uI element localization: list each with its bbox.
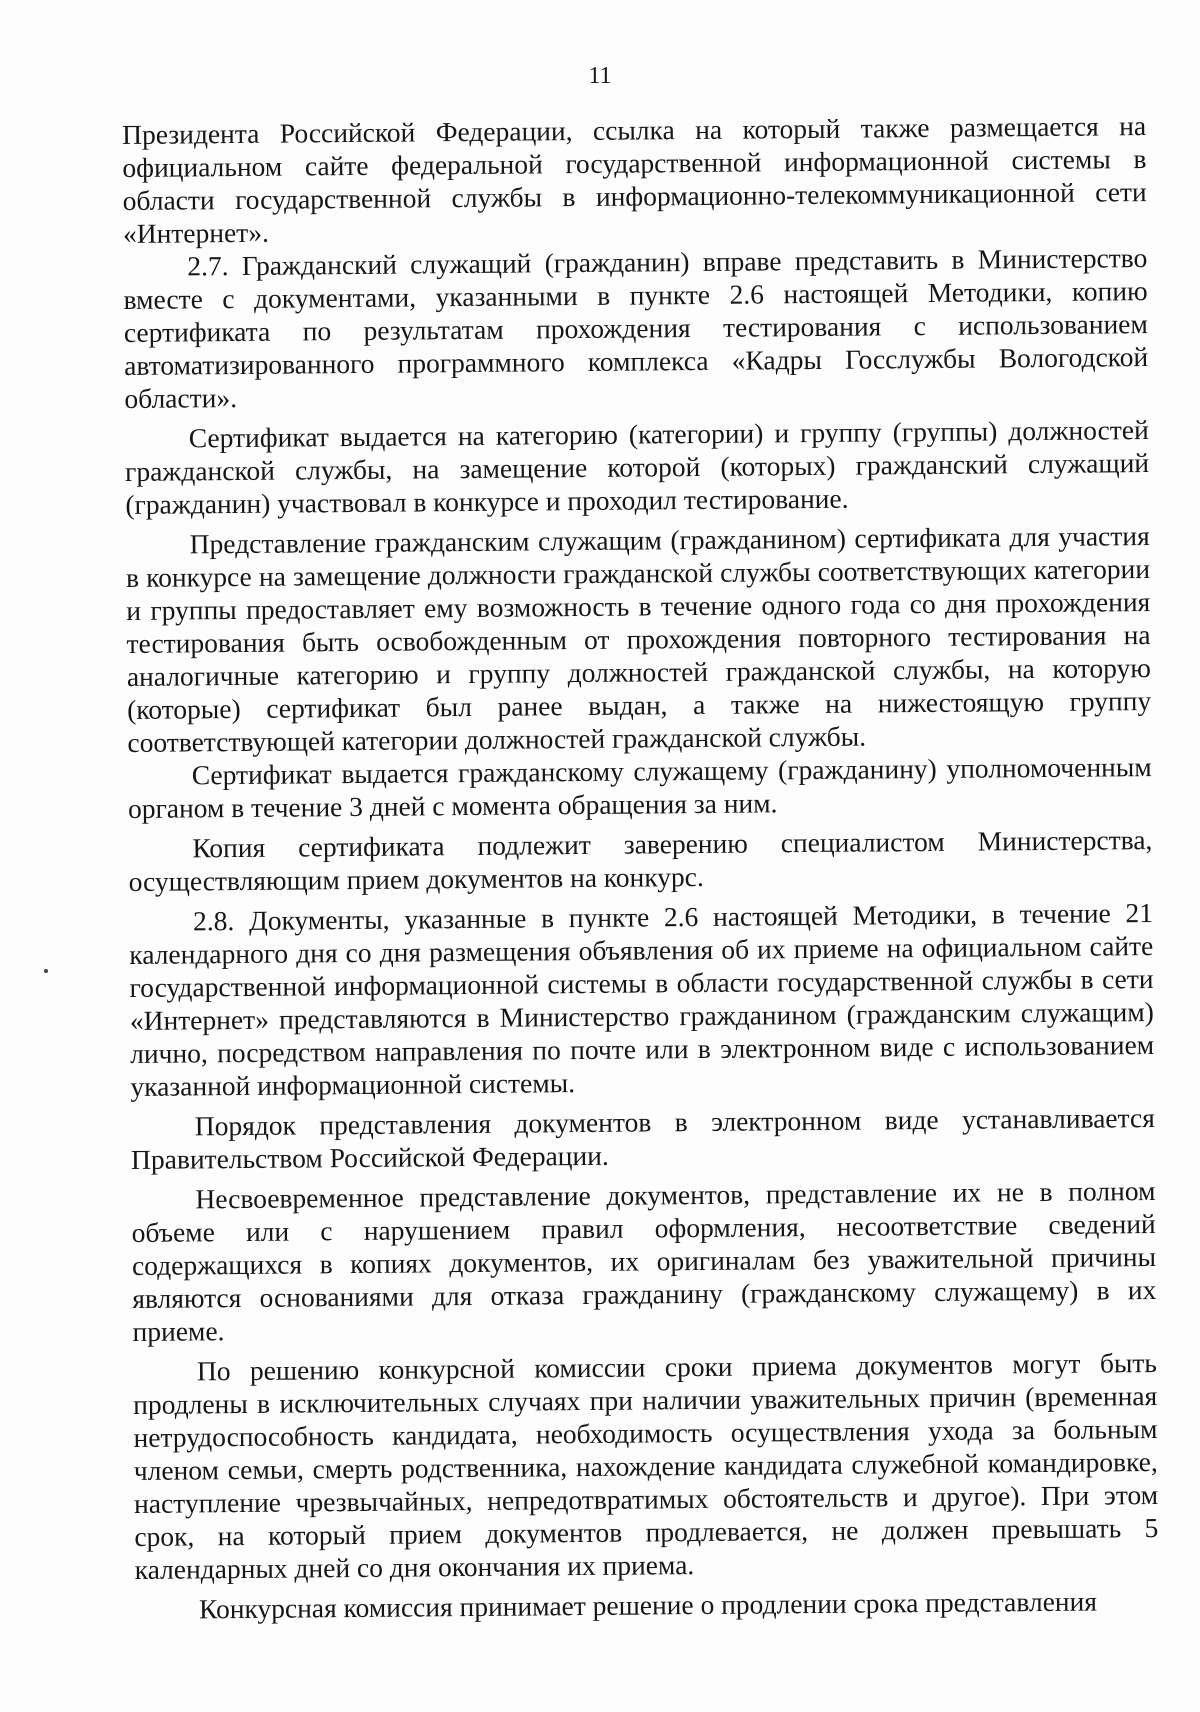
document-body [122,109,1159,1626]
paragraph-certificate-term: Сертификат выдается гражданскому служащему (гражданину) уполномоченным органом в течение 3 дней с момента обращения за ним. [127,751,1152,824]
paragraph-certificate-submission: Представление гражданским служащим (гражданином) сертификата для участия в конкурсе на замещение должности гражданской службы соответствующих категории и группы предоставляет ему возможность в течение одного года со дня прохождения тестирования быть освобожденным от прохождения повторного тестирования на аналогичные категорию и группу должностей гражданской службы, на которую (которые) сертификат был ранее выдан, а также на нижестоящую группу соответствующей категории должностей гражданской службы. [125,520,1152,758]
paragraph-electronic-order: Порядок представления документов в электронном виде устанавливается Правительством Российской Федерации. [130,1102,1155,1175]
paragraph-commission-decision: Конкурсная комиссия принимает решение о продлении срока представления [198,1585,1098,1625]
paragraph-certificate-issue: Сертификат выдается на категорию (категории) и группу (группы) должностей гражданской службы, на замещение которой (которых) гражданский служащий (гражданин) участвовал в конкурсе и проходил тестирование. [124,414,1150,520]
paragraph-extension: По решению конкурсной комиссии сроки приема документов могут быть продлены в исключительных случаях при наличии уважительных причин (временная нетрудоспособность кандидата, необходимость осуществления ухода за больным членом семьи, смерть родственника, нахождение кандидата служебной командировке, наступление чрезвычайных, непредотвратимых обстоятельств и другое). При этом срок, на который прием документов продлевается, не должен превышать 5 календарных дней со дня окончания их приема. [133,1347,1159,1585]
paragraph-2-7: 2.7. Гражданский служащий (гражданин) вправе представить в Министерство вместе с документами, указанными в пункте 2.6 настоящей Методики, копию сертификата по результатам прохождения тестирования с использованием автоматизированного программного комплекса «Кадры Госслужбы Вологодской области». [123,242,1149,414]
scan-speck [44,969,48,973]
page-number: 11 [588,63,612,89]
paragraph-refusal-grounds: Несвоевременное представление документов, представление их не в полном объеме или с нарушением правил оформления, несоответствие сведений содержащихся в копиях документов, их оригиналам без уважительной причины являются основаниями для отказа гражданину (гражданскому служащему) в их приеме. [131,1175,1157,1347]
paragraph-2-8: 2.8. Документы, указанные в пункте 2.6 настоящей Методики, в течение 21 календарного дня со дня размещения объявления об их приеме на официальном сайте государственной информационной системы в области государственной службы в сети «Интернет» представляются в Министерство гражданином (гражданским служащим) лично, посредством направления по почте или в электронном виде с использованием указанной информационной системы. [129,897,1155,1102]
paragraph-certificate-copy: Копия сертификата подлежит заверению специалистом Министерства, осуществляющим прием документов на конкурс. [128,824,1153,897]
paragraph-continuation: Президента Российской Федерации, ссылка на который также размещается на официальном сайте федеральной государственной информационной системы в области государственной службы в информационно-телекоммуникационной сети «Интернет». [122,110,1147,249]
